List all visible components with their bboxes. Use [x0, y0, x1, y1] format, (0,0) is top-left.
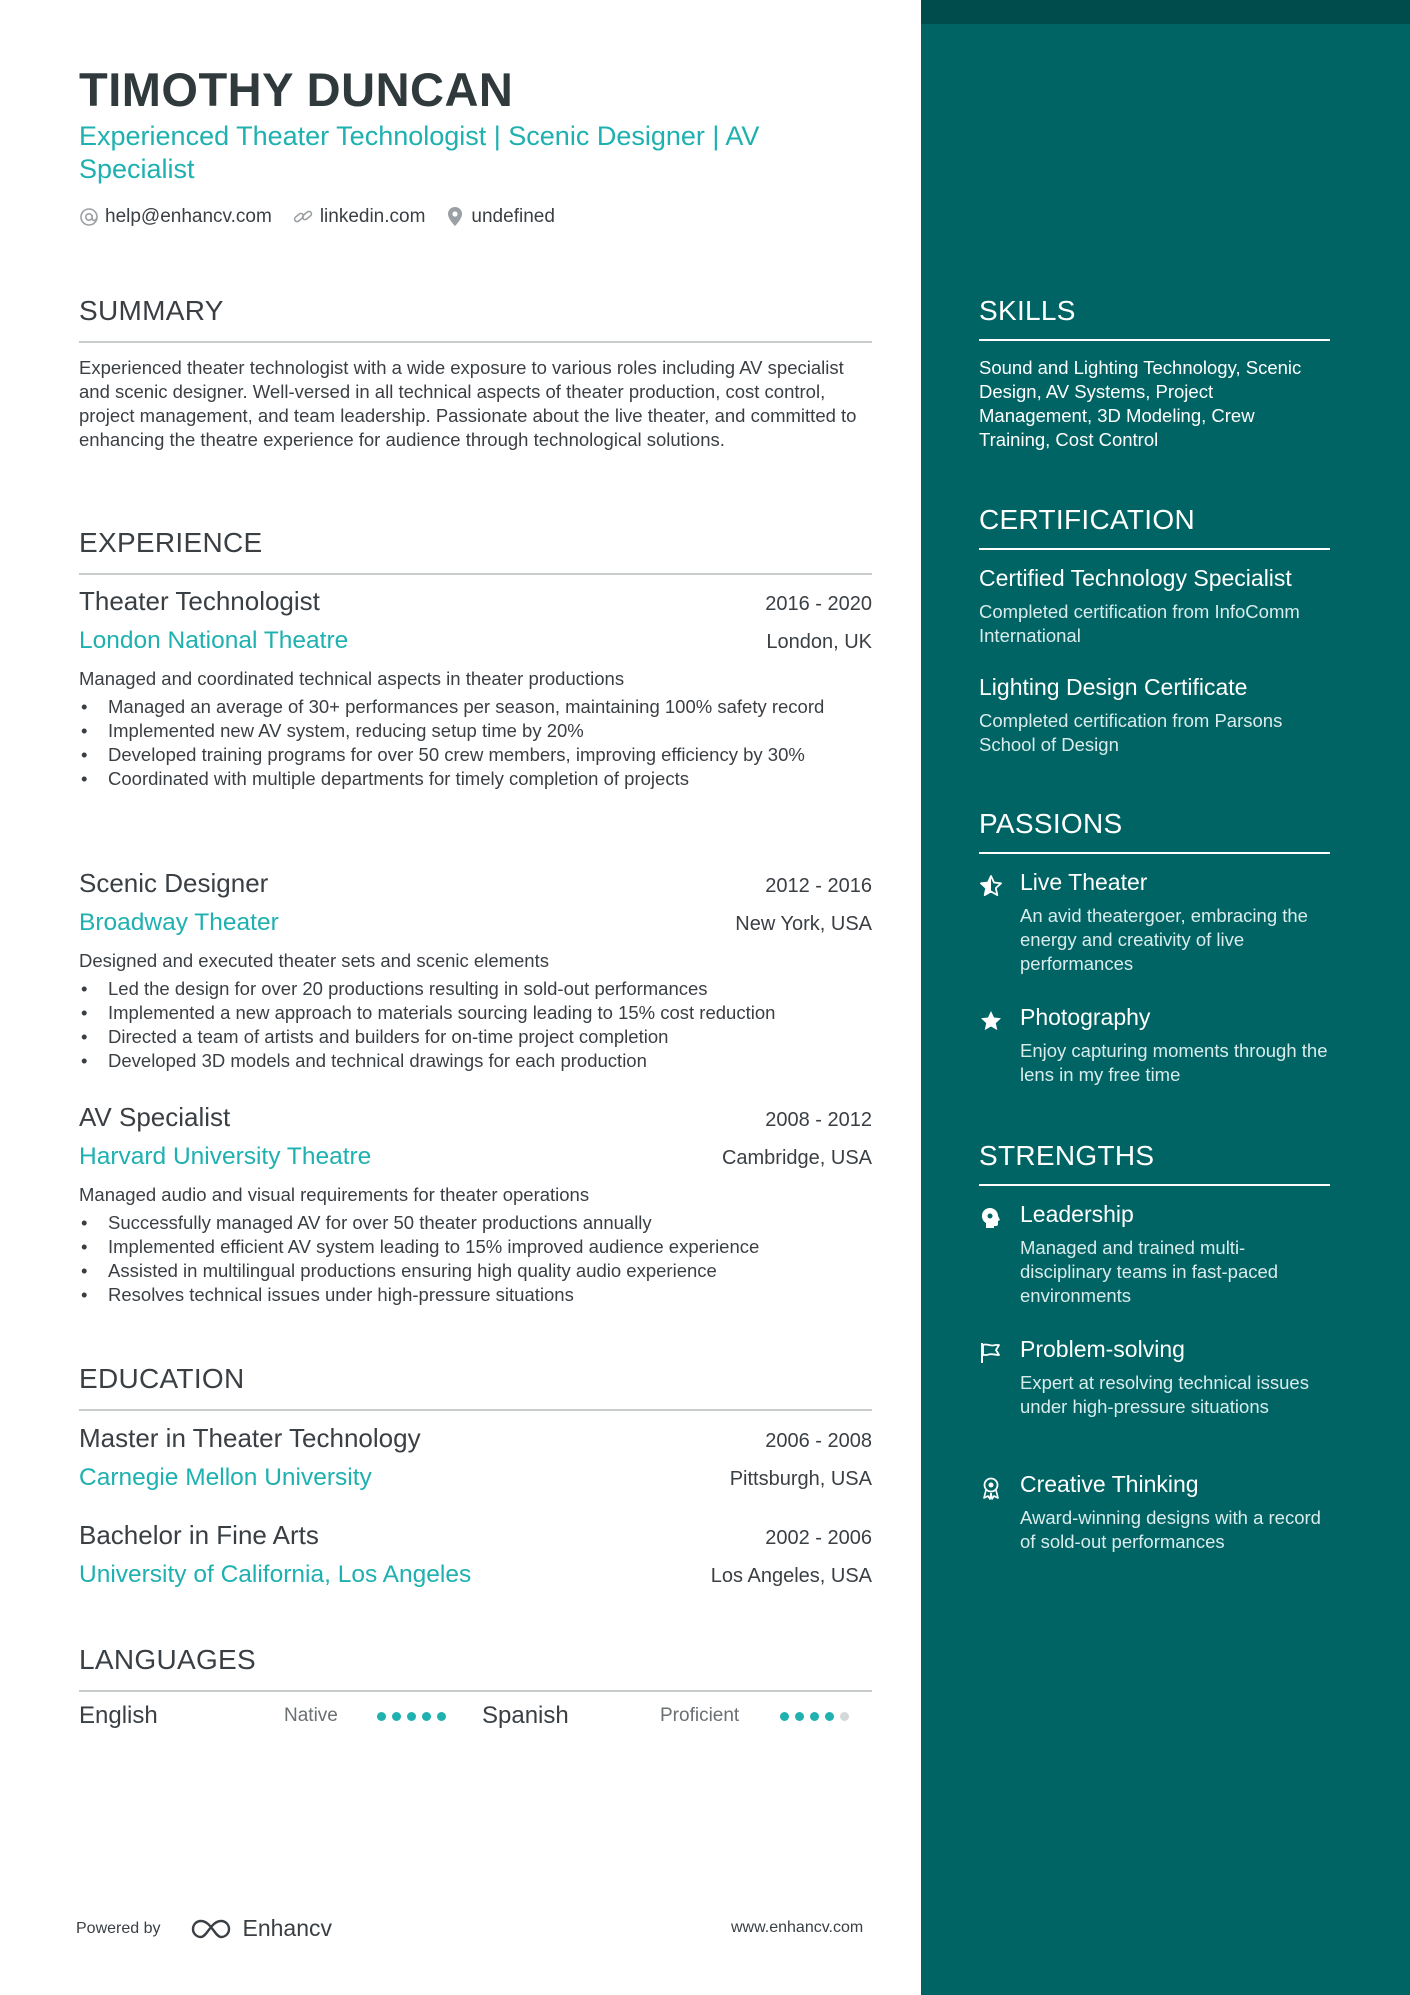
- education-title: EDUCATION: [79, 1363, 872, 1411]
- summary-title: SUMMARY: [79, 295, 872, 343]
- passion-title: Live Theater: [1020, 869, 1148, 895]
- flag-icon: [979, 1341, 1003, 1365]
- rating-dot: [377, 1712, 386, 1721]
- strength-item: [979, 1471, 1330, 1554]
- footer-url[interactable]: www.enhancv.com: [731, 1919, 864, 1936]
- rating-dot: [840, 1712, 849, 1721]
- job-bullet: • Resolves technical issues under high-pressure situations: [79, 1283, 872, 1307]
- job-description: Designed and executed theater sets and scenic elements: [79, 950, 549, 971]
- job-location: London, UK: [766, 631, 872, 653]
- job-dates: 2008 - 2012: [765, 1109, 872, 1131]
- school-name: University of California, Los Angeles: [79, 1561, 472, 1588]
- job-title: Theater Technologist: [79, 586, 320, 616]
- experience-title: EXPERIENCE: [79, 527, 872, 575]
- job-bullet: • Led the design for over 20 productions resulting in sold-out performances: [79, 977, 872, 1001]
- star-half-icon: [979, 874, 1003, 898]
- company-name: Broadway Theater: [79, 909, 279, 936]
- contact-email[interactable]: [79, 206, 272, 228]
- candidate-headline: Experienced Theater Technologist | Scenic Designer | AV Specialist: [79, 121, 760, 184]
- contact-row: [79, 206, 575, 228]
- certification-name: Certified Technology Specialist: [979, 565, 1292, 591]
- job-bullet: • Implemented efficient AV system leading to 15% improved audience experience: [79, 1235, 872, 1259]
- rating-dot: [437, 1712, 446, 1721]
- strength-title: Problem-solving: [1020, 1336, 1185, 1362]
- skills-title: SKILLS: [979, 295, 1330, 341]
- job-bullets: [79, 1211, 872, 1307]
- job-dates: 2012 - 2016: [765, 875, 872, 897]
- language-rating: [377, 1712, 452, 1721]
- summary-text: Experienced theater technologist with a wide exposure to various roles including AV specialist and scenic designer. Well-versed in all technical aspects of theater production, cost control, project management, and team leadership. Passionate about the live theater, and committed to enhancing the theatre experience for audience through technological solutions.: [79, 357, 857, 450]
- language-level: Proficient: [660, 1705, 740, 1726]
- languages-list: [79, 1702, 872, 1730]
- passion-desc: An avid theatergoer, embracing the energy and creativity of live performances: [1020, 905, 1308, 974]
- contact-email-text: help@enhancv.com: [105, 206, 272, 227]
- job-bullet: • Implemented new AV system, reducing setup time by 20%: [79, 719, 872, 743]
- education-dates: 2002 - 2006: [765, 1527, 872, 1549]
- company-name: Harvard University Theatre: [79, 1143, 372, 1170]
- contact-linkedin-text: linkedin.com: [319, 206, 426, 227]
- head-icon: [979, 1206, 1003, 1230]
- rating-dot: [780, 1712, 789, 1721]
- school-location: Pittsburgh, USA: [729, 1468, 872, 1490]
- education-entry: [79, 1520, 872, 1589]
- language-item: [482, 1702, 872, 1730]
- experience-entry: [79, 868, 872, 1073]
- job-title: Scenic Designer: [79, 868, 269, 898]
- language-name: English: [79, 1702, 158, 1729]
- job-location: New York, USA: [735, 913, 872, 935]
- skills-text: Sound and Lighting Technology, Scenic Design, AV Systems, Project Management, 3D Modeling, Crew Training, Cost Control: [979, 357, 1302, 450]
- rating-dot: [810, 1712, 819, 1721]
- job-bullet: • Assisted in multilingual productions ensuring high quality audio experience: [79, 1259, 872, 1283]
- certification-desc: Completed certification from Parsons School of Design: [979, 710, 1283, 755]
- certification-title: CERTIFICATION: [979, 504, 1330, 550]
- contact-location: [445, 206, 554, 228]
- degree-name: Master in Theater Technology: [79, 1423, 421, 1453]
- school-location: Los Angeles, USA: [710, 1565, 872, 1587]
- brand-name: Enhancv: [242, 1915, 333, 1941]
- enhancv-logo[interactable]: [189, 1915, 333, 1942]
- certification-item: [979, 565, 1330, 648]
- strength-title: Leadership: [1020, 1201, 1134, 1227]
- job-dates: 2016 - 2020: [765, 593, 872, 615]
- certification-desc: Completed certification from InfoComm International: [979, 601, 1300, 646]
- experience-entry: [79, 1102, 872, 1307]
- school-name: Carnegie Mellon University: [79, 1464, 372, 1491]
- star-icon: [979, 1009, 1003, 1033]
- passion-item: [979, 869, 1330, 976]
- strength-desc: Expert at resolving technical issues under high-pressure situations: [1020, 1372, 1309, 1417]
- degree-name: Bachelor in Fine Arts: [79, 1520, 319, 1550]
- language-rating: [780, 1712, 855, 1721]
- passion-title: Photography: [1020, 1004, 1151, 1030]
- passion-item: [979, 1004, 1330, 1087]
- award-icon: [979, 1476, 1003, 1500]
- sidebar-top-bar: [921, 0, 1410, 24]
- education-dates: 2006 - 2008: [765, 1430, 872, 1452]
- passion-desc: Enjoy capturing moments through the lens in my free time: [1020, 1040, 1328, 1085]
- strength-item: [979, 1201, 1330, 1308]
- job-title: AV Specialist: [79, 1102, 231, 1132]
- powered-by-label: Powered by: [76, 1919, 161, 1937]
- passions-title: PASSIONS: [979, 808, 1330, 854]
- job-bullet: • Developed training programs for over 50 crew members, improving efficiency by 30%: [79, 743, 872, 767]
- rating-dot: [392, 1712, 401, 1721]
- strength-desc: Award-winning designs with a record of sold-out performances: [1020, 1507, 1321, 1552]
- job-bullet: • Managed an average of 30+ performances per season, maintaining 100% safety record: [79, 695, 872, 719]
- job-description: Managed and coordinated technical aspects in theater productions: [79, 668, 625, 689]
- job-bullet: • Coordinated with multiple departments for timely completion of projects: [79, 767, 872, 791]
- contact-linkedin[interactable]: [292, 206, 426, 228]
- strengths-title: STRENGTHS: [979, 1140, 1330, 1186]
- job-bullet: • Successfully managed AV for over 50 theater productions annually: [79, 1211, 872, 1235]
- contact-location-text: undefined: [471, 206, 555, 227]
- candidate-name: TIMOTHY DUNCAN: [79, 63, 514, 116]
- job-bullet: • Implemented a new approach to materials sourcing leading to 15% cost reduction: [79, 1001, 872, 1025]
- strength-desc: Managed and trained multi-disciplinary teams in fast-paced environments: [1020, 1237, 1279, 1306]
- education-entry: [79, 1423, 872, 1492]
- rating-dot: [825, 1712, 834, 1721]
- certification-item: [979, 674, 1330, 757]
- rating-dot: [407, 1712, 416, 1721]
- strength-item: [979, 1336, 1330, 1419]
- at-icon: [79, 207, 99, 227]
- job-bullet: • Developed 3D models and technical drawings for each production: [79, 1049, 872, 1073]
- footer: [76, 1915, 332, 1942]
- infinity-logo-icon: [189, 1917, 235, 1941]
- experience-entry: [79, 586, 872, 791]
- rating-dot: [422, 1712, 431, 1721]
- language-name: Spanish: [482, 1702, 569, 1729]
- link-icon: [292, 207, 314, 227]
- job-bullet: • Directed a team of artists and builders for on-time project completion: [79, 1025, 872, 1049]
- language-item: [79, 1702, 482, 1730]
- languages-title: LANGUAGES: [79, 1644, 872, 1692]
- job-description: Managed audio and visual requirements for theater operations: [79, 1184, 590, 1205]
- job-bullets: [79, 977, 872, 1073]
- job-location: Cambridge, USA: [721, 1147, 872, 1169]
- language-level: Native: [284, 1705, 338, 1726]
- company-name: London National Theatre: [79, 627, 349, 654]
- job-bullets: [79, 695, 872, 791]
- strength-title: Creative Thinking: [1020, 1471, 1199, 1497]
- location-pin-icon: [445, 206, 465, 228]
- rating-dot: [795, 1712, 804, 1721]
- certification-name: Lighting Design Certificate: [979, 674, 1248, 700]
